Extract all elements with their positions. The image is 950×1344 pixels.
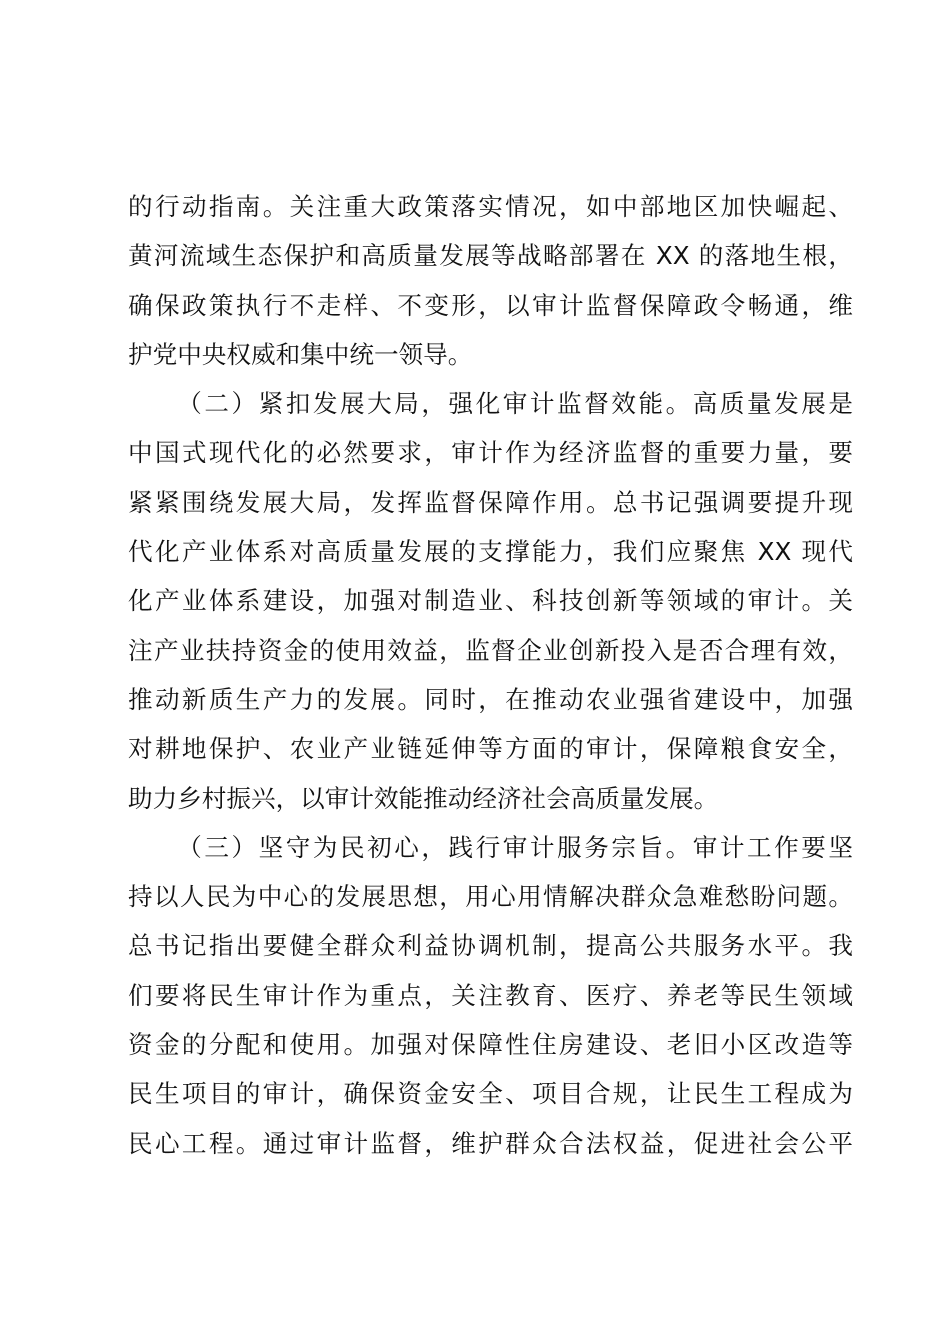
paragraph-3 [128,823,853,1168]
text-line: 护党中央权威和集中统一领导。 [128,339,473,369]
document-body [128,182,853,1168]
text-line: 中国式现代化的必然要求，审计作为经济监督的重要力量，要 [128,438,853,468]
paragraph-2 [128,379,853,823]
text-line: 资金的分配和使用。加强对保障性住房建设、老旧小区改造等 [128,1030,853,1060]
text-line: 们要将民生审计作为重点，关注教育、医疗、养老等民生领域 [128,980,853,1010]
text-line: 对耕地保护、农业产业链延伸等方面的审计，保障粮食安全， [128,734,853,764]
text-line: 总书记指出要健全群众利益协调机制，提高公共服务水平。我 [128,931,853,961]
text-line: 助力乡村振兴，以审计效能推动经济社会高质量发展。 [128,783,719,813]
text-line: 民生项目的审计，确保资金安全、项目合规，让民生工程成为 [128,1079,853,1109]
text-line: 黄河流域生态保护和高质量发展等战略部署在 XX 的落地生根， [128,241,853,271]
text-line: （三）坚守为民初心，践行审计服务宗旨。审计工作要坚 [177,832,853,862]
paragraph-1 [128,182,853,379]
text-line: 紧紧围绕发展大局，发挥监督保障作用。总书记强调要提升现 [128,487,853,517]
text-line: 的行动指南。关注重大政策落实情况，如中部地区加快崛起、 [128,192,853,221]
text-line: 民心工程。通过审计监督，维护群众合法权益，促进社会公平 [128,1128,853,1158]
text-line: 代化产业体系对高质量发展的支撑能力，我们应聚焦 XX 现代 [128,537,853,567]
text-line: 注产业扶持资金的使用效益，监督企业创新投入是否合理有效， [128,635,853,665]
text-line: 确保政策执行不走样、不变形，以审计监督保障政令畅通，维 [128,290,853,320]
text-line: 持以人民为中心的发展思想，用心用情解决群众急难愁盼问题。 [128,882,853,912]
text-line: 化产业体系建设，加强对制造业、科技创新等领域的审计。关 [128,586,853,616]
text-line: 推动新质生产力的发展。同时，在推动农业强省建设中，加强 [128,684,853,714]
text-line: （二）紧扣发展大局，强化审计监督效能。高质量发展是 [177,389,853,419]
